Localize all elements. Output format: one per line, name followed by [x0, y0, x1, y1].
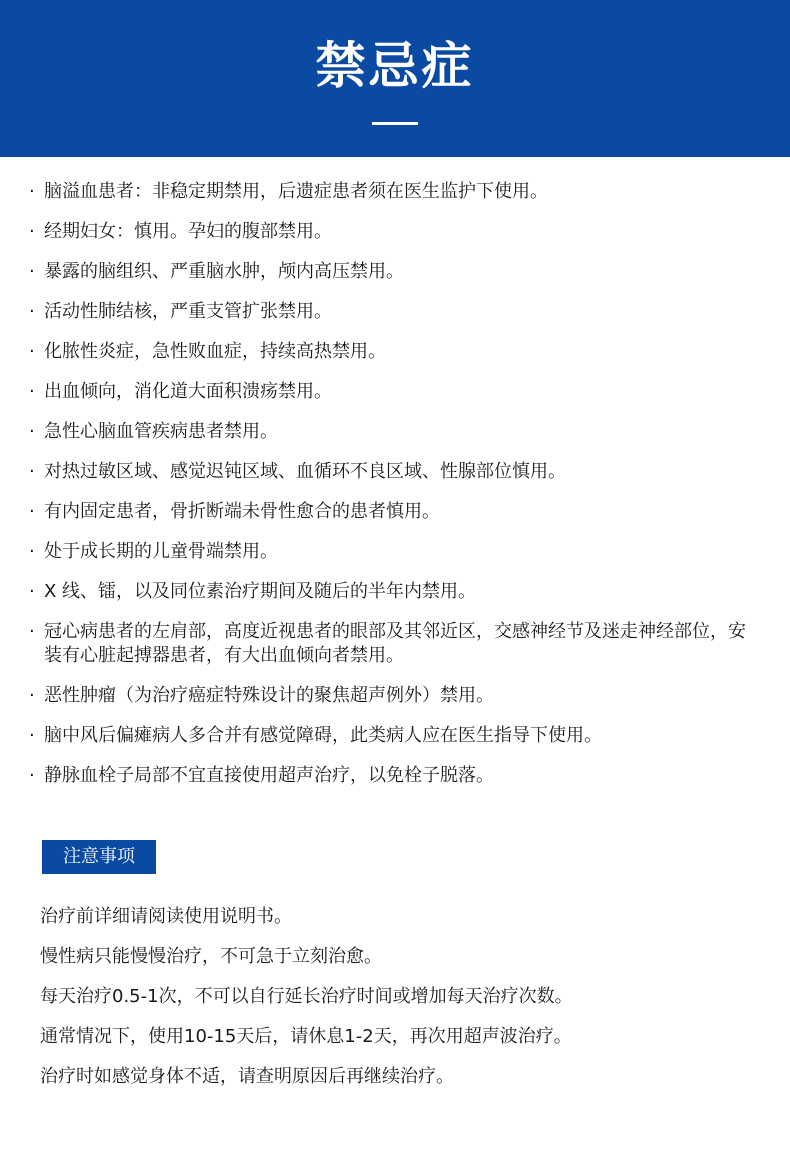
list-item — [0, 340, 790, 364]
list-item: 治疗前详细请阅读使用说明书。 — [40, 906, 292, 927]
list-item-text: 对热过敏区域、感觉迟钝区域、血循环不良区域、性腺部位慎用。 — [44, 461, 566, 482]
page-title: 禁忌症 — [315, 37, 475, 95]
list-item-text: 静脉血栓子局部不宜直接使用超声治疗，以免栓子脱落。 — [44, 765, 494, 786]
bullet: · — [29, 685, 35, 706]
contraindication-list — [0, 180, 790, 804]
list-item — [0, 620, 790, 668]
bullet: · — [29, 181, 35, 202]
list-item — [0, 380, 790, 404]
list-item-text: 处于成长期的儿童骨端禁用。 — [44, 541, 278, 562]
list-item-text: 恶性肿瘤（为治疗癌症特殊设计的聚焦超声例外）禁用。 — [44, 685, 494, 706]
list-item — [0, 764, 790, 788]
bullet: · — [29, 341, 35, 362]
list-item — [0, 500, 790, 524]
bullet: · — [29, 621, 35, 642]
list-item — [0, 300, 790, 324]
list-item — [0, 180, 790, 204]
bullet: · — [29, 261, 35, 282]
list-item: 通常情况下，使用10-15天后，请休息1-2天，再次用超声波治疗。 — [40, 1026, 572, 1047]
list-item-text: 经期妇女：慎用。孕妇的腹部禁用。 — [44, 221, 332, 242]
list-item-text: 化脓性炎症，急性败血症，持续高热禁用。 — [44, 341, 386, 362]
list-item — [0, 220, 790, 244]
bullet: · — [29, 725, 35, 746]
list-item: 每天治疗0.5-1次，不可以自行延长治疗时间或增加每天治疗次数。 — [40, 986, 573, 1007]
list-item — [0, 420, 790, 444]
bullet: · — [29, 461, 35, 482]
bullet: · — [29, 301, 35, 322]
bullet: · — [29, 221, 35, 242]
list-item-text: 活动性肺结核，严重支管扩张禁用。 — [44, 301, 332, 322]
list-item-text: 冠心病患者的左肩部，高度近视患者的眼部及其邻近区，交感神经节及迷走神经部位，安装有心脏起搏器患者，有大出血倾向者禁用。 — [44, 621, 746, 666]
header-banner — [0, 0, 790, 157]
bullet: · — [29, 421, 35, 442]
bullet: · — [29, 501, 35, 522]
bullet: · — [29, 765, 35, 786]
list-item-text: 脑中风后偏瘫病人多合并有感觉障碍，此类病人应在医生指导下使用。 — [44, 725, 602, 746]
list-item-text: X 线、镭，以及同位素治疗期间及随后的半年内禁用。 — [44, 581, 477, 602]
list-item-text: 出血倾向，消化道大面积溃疡禁用。 — [44, 381, 332, 402]
list-item-text: 脑溢血患者：非稳定期禁用，后遗症患者须在医生监护下使用。 — [44, 181, 548, 202]
list-item: 慢性病只能慢慢治疗，不可急于立刻治愈。 — [40, 946, 382, 967]
precautions-heading: 注意事项 — [42, 840, 156, 874]
precaution-list — [40, 905, 760, 1105]
list-item — [0, 460, 790, 484]
list-item — [0, 724, 790, 748]
bullet: · — [29, 381, 35, 402]
list-item-text: 暴露的脑组织、严重脑水肿，颅内高压禁用。 — [44, 261, 404, 282]
list-item — [0, 540, 790, 564]
list-item — [0, 580, 790, 604]
bullet: · — [29, 541, 35, 562]
list-item — [0, 684, 790, 708]
bullet: · — [29, 581, 35, 602]
list-item-text: 有内固定患者，骨折断端未骨性愈合的患者慎用。 — [44, 501, 440, 522]
title-underline — [372, 122, 418, 125]
list-item: 治疗时如感觉身体不适，请查明原因后再继续治疗。 — [40, 1066, 454, 1087]
list-item — [0, 260, 790, 284]
list-item-text: 急性心脑血管疾病患者禁用。 — [44, 421, 278, 442]
